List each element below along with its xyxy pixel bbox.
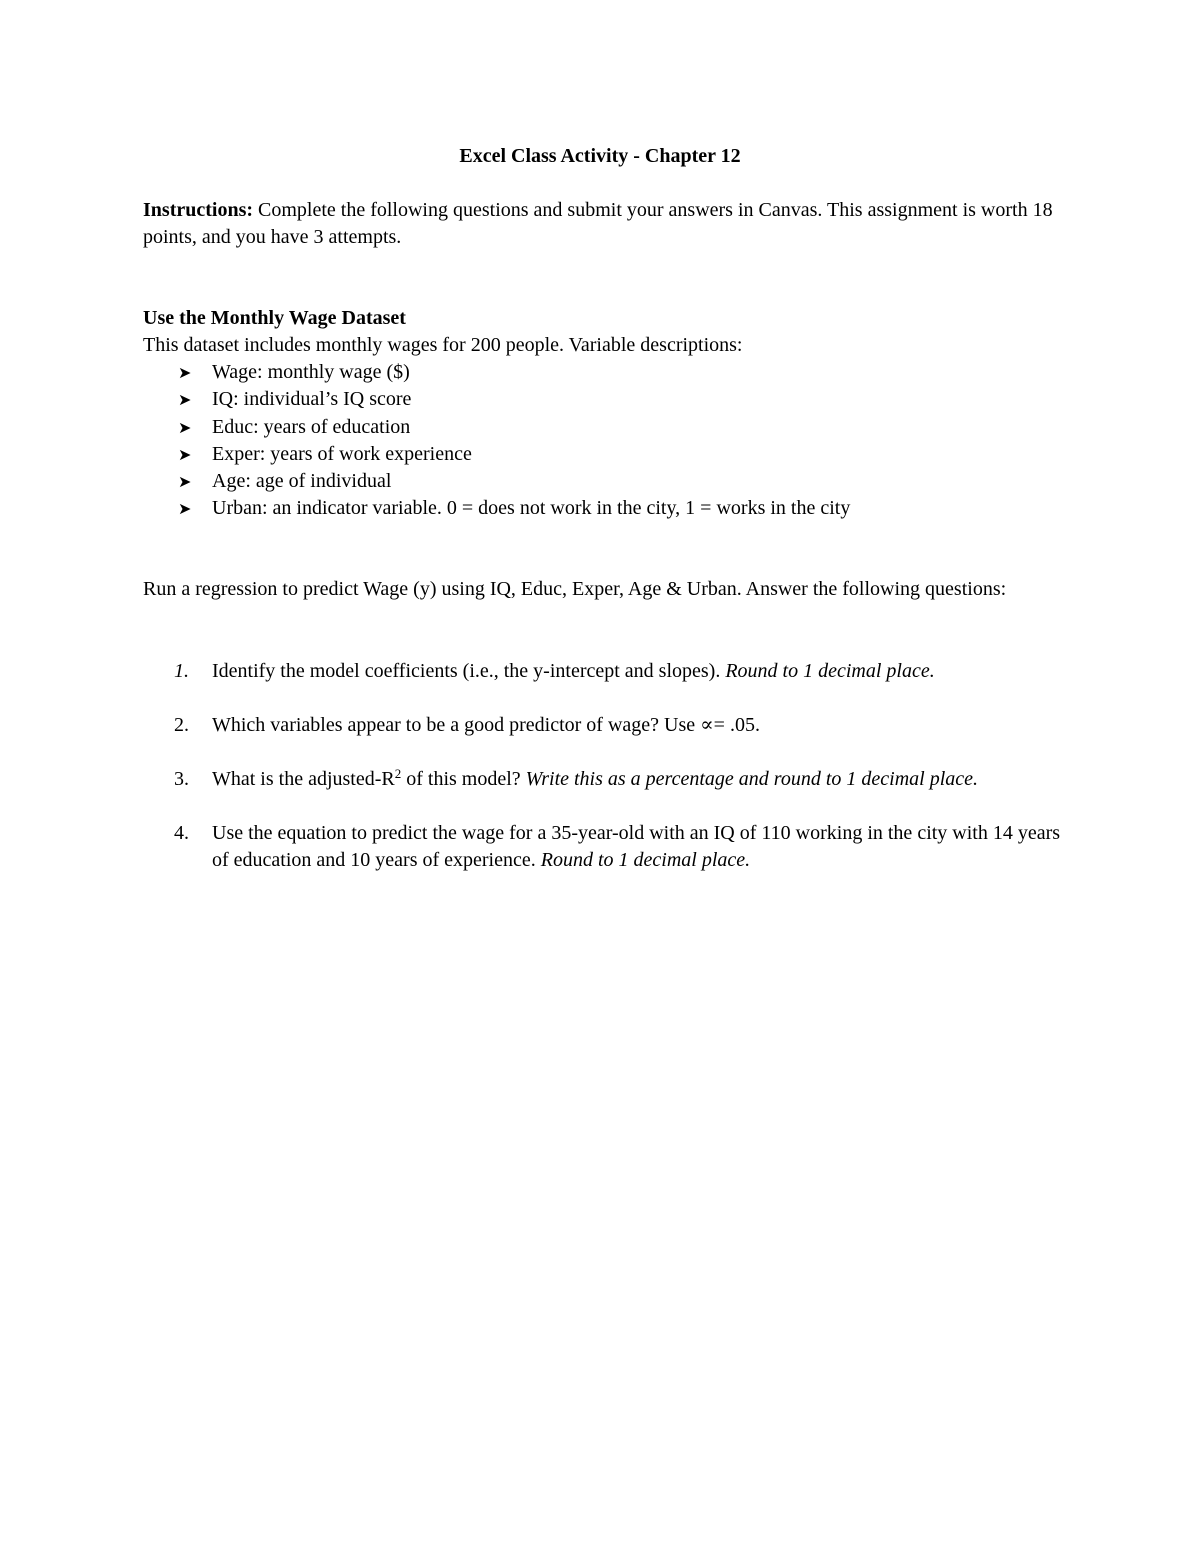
question-list (174, 658, 1074, 901)
variable-list (178, 359, 850, 523)
instructions-text: Complete the following questions and submit your answers in Canvas. This assignment is worth 18 points, and you have 3 attempts. (143, 199, 1053, 248)
list-item (178, 386, 850, 413)
question-note: Round to 1 decimal place. (535, 849, 751, 871)
list-item (178, 359, 850, 386)
arrow-bullet-icon: ➤ (178, 417, 192, 437)
question-item (174, 766, 1074, 793)
list-item (178, 441, 850, 468)
question-item (174, 712, 1074, 739)
question-number: 1. (174, 660, 189, 682)
variable-description: Urban: an indicator variable. 0 = does not work in the city, 1 = works in the city (212, 497, 851, 520)
question-text (212, 766, 1074, 793)
dataset-heading: Use the Monthly Wage Dataset (143, 307, 406, 329)
question-text (212, 820, 1074, 874)
variable-description: IQ: individual’s IQ score (212, 388, 412, 411)
question-note: Write this as a percentage and round to 1 decimal place. (525, 768, 979, 790)
arrow-bullet-icon: ➤ (178, 472, 192, 492)
question-number: 4. (174, 822, 189, 844)
regression-instructions: Run a regression to predict Wage (y) using IQ, Educ, Exper, Age & Urban. Answer the following questions: (143, 578, 1007, 600)
arrow-bullet-icon: ➤ (178, 499, 192, 519)
question-item (174, 820, 1074, 874)
variable-description: Exper: years of work experience (212, 442, 472, 465)
list-item (178, 468, 850, 495)
question-body-end: of this model? (401, 768, 526, 790)
list-item (178, 414, 850, 441)
arrow-bullet-icon: ➤ (178, 363, 192, 382)
question-body: Which variables appear to be a good predictor of wage? Use ∝= .05. (212, 714, 760, 736)
question-number: 2. (174, 714, 189, 736)
document-title: Excel Class Activity - Chapter 12 (459, 145, 741, 167)
question-body: Use the equation to predict the wage for a 35-year-old with an IQ of 110 working in the city with 14 years of education and 10 years of experience. (212, 822, 1061, 871)
variable-description: Educ: years of education (212, 415, 411, 438)
arrow-bullet-icon: ➤ (178, 390, 192, 410)
variable-description: Age: age of individual (212, 470, 392, 493)
question-body: Identify the model coefficients (i.e., the y-intercept and slopes). (212, 660, 721, 682)
instructions-paragraph (143, 197, 1063, 251)
question-note: Round to 1 decimal place. (720, 660, 935, 682)
arrow-bullet-icon: ➤ (178, 444, 192, 464)
superscript: 2 (394, 766, 402, 781)
variable-description: Wage: monthly wage ($) (212, 361, 410, 383)
question-number: 3. (174, 768, 189, 790)
instructions-label: Instructions: (143, 199, 254, 221)
dataset-description: This dataset includes monthly wages for 200 people. Variable descriptions: (143, 334, 743, 356)
question-body-start: What is the adjusted-R (212, 768, 395, 790)
question-item (174, 658, 1074, 685)
question-text (212, 658, 1074, 685)
list-item (178, 495, 850, 522)
